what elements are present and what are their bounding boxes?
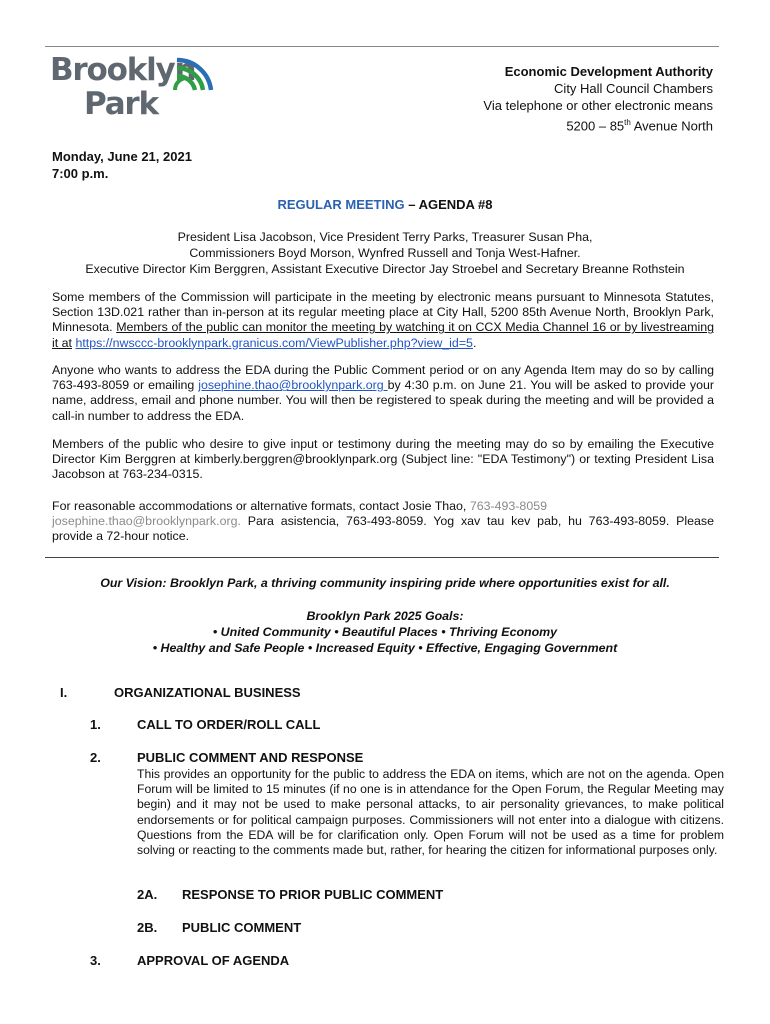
address-sup: th [624, 118, 631, 127]
subitem-title: PUBLIC COMMENT [182, 920, 302, 935]
meeting-address [483, 114, 713, 134]
logo-arcs-icon [171, 56, 215, 96]
logo-word-brooklyn: Brooklyn [50, 52, 196, 88]
para-text-end: Para asistencia, 763-493-8059. Yog xav tau kev pab, hu 763-493-8059. Please provide a 72-hour notice. [52, 514, 714, 544]
item-title: PUBLIC COMMENT AND RESPONSE [137, 750, 364, 765]
meeting-datetime [52, 148, 192, 182]
address-part-end: Avenue North [630, 118, 713, 134]
goals-line: • United Community • Beautiful Places • Thriving Economy [212, 625, 558, 639]
title-regular-meeting: REGULAR MEETING [277, 197, 405, 212]
brooklyn-park-logo [50, 54, 220, 128]
subitem-number: 2A. [137, 887, 158, 902]
item-number: 2. [90, 750, 101, 765]
para-end: . [472, 335, 477, 350]
goals-block [0, 608, 770, 656]
para-text-end: by 4:30 p.m. on June 21. You will be asked to provide your name, address, email and phone number. You will then be registered to speak during the meeting and will be provided a call-in number to address the EDA. [52, 378, 714, 423]
section-number: I. [60, 685, 68, 700]
meeting-date: Monday, June 21, 2021 [52, 149, 192, 164]
meeting-header [483, 63, 713, 134]
item-title: CALL TO ORDER/ROLL CALL [137, 717, 321, 732]
goals-line: • Healthy and Safe People • Increased Equity • Effective, Engaging Government [152, 641, 618, 655]
officers-line: President Lisa Jacobson, Vice President Terry Parks, Treasurer Susan Pha, [177, 230, 593, 244]
item-title: APPROVAL OF AGENDA [137, 953, 290, 968]
item-description: This provides an opportunity for the public to address the EDA on items, which are not on the agenda. Open Forum will be limited to 15 minutes (if no one is in attendance for the Open Forum, the Regular Meeting may begin) and it may not be used to make personal attacks, to air personality grievances, to make political endorsements or for political campaign purposes. Commissioners will not enter into a dialogue with citizens. Questions from the EDA will be for clarification only. Open Forum will not be used as a time for problem solving or reacting to the comments made but, rather, for hearing the citizen for informational purposes only. [137, 767, 724, 858]
electronic-meeting-paragraph [52, 290, 714, 351]
meeting-location: City Hall Council Chambers [554, 81, 713, 96]
address-part: 5200 – 85 [566, 118, 625, 134]
subitem-title: RESPONSE TO PRIOR PUBLIC COMMENT [182, 887, 444, 902]
subitem-number: 2B. [137, 920, 158, 935]
goals-title: Brooklyn Park 2025 Goals: [306, 609, 464, 623]
public-comment-paragraph [52, 363, 714, 424]
para-text: Anyone who wants to address the EDA during the Public Comment period or on any Agenda Item may do so by calling 763-493-8059 or emailing [52, 363, 714, 393]
meeting-time: 7:00 p.m. [52, 166, 109, 181]
contact-phone: 763-493-8059 [469, 499, 547, 513]
section-title: ORGANIZATIONAL BUSINESS [114, 685, 301, 700]
section-rule [45, 557, 719, 558]
contact-email: josephine.thao@brooklynpark.org. [52, 514, 241, 529]
logo-word-park: Park [84, 86, 158, 122]
accommodations-paragraph [52, 499, 714, 545]
livestream-link[interactable]: https://nwsccc-brooklynpark.granicus.com/ViewPublisher.php?view_id=5 [75, 335, 473, 350]
officers-line: Commissioners Boyd Morson, Wynfred Russell and Tonja West-Hafner. [189, 246, 581, 260]
officers-line: Executive Director Kim Berggren, Assistant Executive Director Jay Stroebel and Secretary Breanne Rothstein [85, 262, 685, 276]
para-text: Some members of the Commission will participate in the meeting by electronic means pursuant to Minnesota Statutes, Section 13D.021 rather than in-person at its regular meeting place at City Hall, 5200 85th Avenue North, Brooklyn Park, Minnesota. [52, 290, 714, 335]
testimony-paragraph: Members of the public who desire to give input or testimony during the meeting may do so by emailing the Executive Director Kim Berggren at kimberly.berggren@brooklynpark.org (Subject line: "EDA Testimony") or texting President Lisa Jacobson at 763-234-0315. [52, 437, 714, 482]
org-name: Economic Development Authority [504, 64, 713, 79]
top-rule [45, 46, 719, 47]
title-agenda-number: – AGENDA #8 [404, 197, 493, 212]
livestream-notice: Members of the public can monitor the meeting by watching it on CCX Media Channel 16 or by livestreaming it at [52, 320, 714, 350]
officers-list [45, 229, 725, 277]
item-number: 3. [90, 953, 101, 968]
email-link[interactable]: josephine.thao@brooklynpark.org [198, 378, 388, 393]
agenda-title [0, 197, 770, 212]
meeting-means: Via telephone or other electronic means [483, 98, 713, 113]
item-number: 1. [90, 717, 101, 732]
vision-statement: Our Vision: Brooklyn Park, a thriving community inspiring pride where opportunities exist for all. [100, 576, 670, 590]
para-text: For reasonable accommodations or alternative formats, contact Josie Thao, [52, 499, 470, 513]
